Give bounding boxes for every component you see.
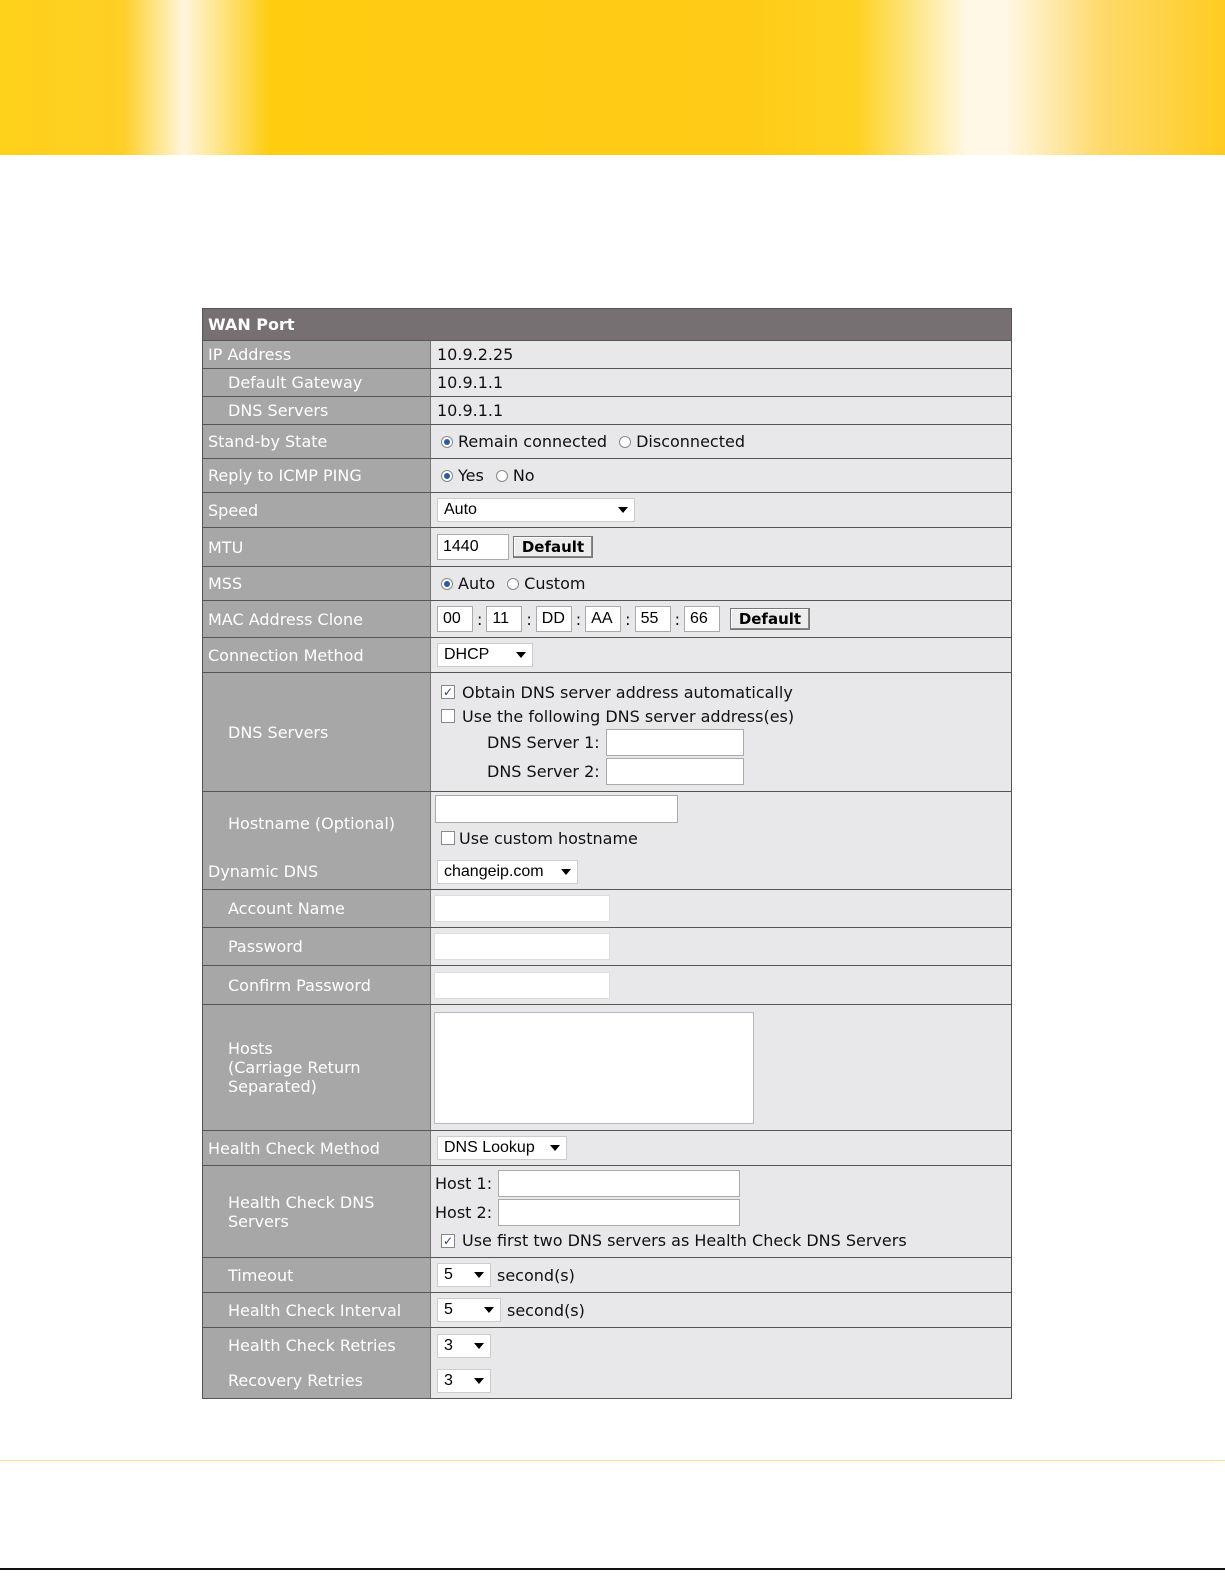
remain-connected-label: Remain connected <box>458 432 608 451</box>
obtain-dns-auto-label: Obtain DNS server address automatically <box>462 682 793 702</box>
hosts-label <box>203 1005 431 1130</box>
mac-octet-input[interactable]: AA <box>585 606 621 632</box>
dynamic-dns-label: Dynamic DNS <box>203 854 431 889</box>
recovery-retries-value: 3 <box>444 1371 453 1389</box>
health-check-dns-label-line: Servers <box>228 1211 289 1231</box>
connection-method-label: Connection Method <box>203 638 431 672</box>
chevron-down-icon <box>550 1145 560 1151</box>
row-hosts <box>203 1005 1011 1131</box>
host-2-label: Host 2: <box>435 1202 493 1222</box>
row-dns-servers <box>203 673 1011 792</box>
row-ip-address <box>203 341 1011 369</box>
health-check-method-select[interactable] <box>437 1136 567 1160</box>
footer-divider <box>0 1460 1225 1461</box>
reply-icmp-options <box>431 459 1011 492</box>
standby-state-label: Stand-by State <box>203 425 431 458</box>
mtu-input[interactable]: 1440 <box>437 534 509 560</box>
row-default-gateway <box>203 369 1011 397</box>
hosts-label-line: (Carriage Return <box>228 1058 361 1077</box>
radio-mss-auto[interactable] <box>441 578 453 590</box>
row-retries <box>203 1328 1011 1398</box>
mss-custom-label: Custom <box>524 574 586 593</box>
default-gateway-value: 10.9.1.1 <box>431 369 1011 396</box>
password-label: Password <box>203 928 431 965</box>
chevron-down-icon <box>474 1272 484 1278</box>
radio-mss-custom[interactable] <box>507 578 519 590</box>
row-password <box>203 928 1011 966</box>
timeout-unit: second(s) <box>497 1265 575 1285</box>
hosts-label-line: Separated) <box>228 1077 317 1096</box>
bottom-rule <box>0 1568 1225 1570</box>
speed-select-value: Auto <box>444 501 477 518</box>
recovery-retries-label: Recovery Retries <box>228 1371 363 1390</box>
row-health-check-interval <box>203 1293 1011 1328</box>
mss-label: MSS <box>203 567 431 600</box>
dns-servers-info-value: 10.9.1.1 <box>431 397 1011 424</box>
disconnected-label: Disconnected <box>636 432 745 451</box>
row-reply-icmp <box>203 459 1011 493</box>
row-dns-servers-info <box>203 397 1011 425</box>
health-check-method-value: DNS Lookup <box>444 1139 535 1156</box>
timeout-select[interactable] <box>437 1263 491 1287</box>
radio-disconnected[interactable] <box>619 436 631 448</box>
mtu-label: MTU <box>203 528 431 566</box>
account-name-label: Account Name <box>203 890 431 927</box>
use-following-dns-label: Use the following DNS server address(es) <box>462 706 795 726</box>
recovery-retries-select[interactable] <box>437 1369 491 1393</box>
row-connection-method <box>203 638 1011 673</box>
mtu-default-button[interactable]: Default <box>513 536 593 558</box>
dns-server-2-input[interactable] <box>606 758 744 785</box>
radio-icmp-yes[interactable] <box>441 470 453 482</box>
connection-method-value: DHCP <box>444 646 490 663</box>
row-standby-state <box>203 425 1011 459</box>
row-mss <box>203 567 1011 601</box>
mss-auto-label: Auto <box>458 574 496 593</box>
health-check-interval-select[interactable] <box>437 1298 501 1322</box>
row-mtu <box>203 528 1011 567</box>
chevron-down-icon <box>474 1378 484 1384</box>
host-1-label: Host 1: <box>435 1173 493 1193</box>
mac-default-button[interactable]: Default <box>730 608 810 630</box>
mac-separator: : <box>526 609 532 629</box>
chevron-down-icon <box>516 652 526 658</box>
row-hostname <box>203 792 1011 854</box>
health-check-retries-select[interactable] <box>437 1334 491 1358</box>
health-check-interval-label: Health Check Interval <box>203 1293 431 1327</box>
icmp-yes-label: Yes <box>458 466 484 485</box>
row-timeout <box>203 1258 1011 1293</box>
dns-servers-info-label: DNS Servers <box>203 397 431 424</box>
use-following-dns-checkbox[interactable] <box>441 709 455 723</box>
mac-octet-input[interactable]: 00 <box>437 606 473 632</box>
health-check-retries-label: Health Check Retries <box>228 1336 396 1355</box>
ip-address-value: 10.9.2.25 <box>431 341 1011 368</box>
row-health-check-method <box>203 1131 1011 1166</box>
dns-server-1-label: DNS Server 1: <box>487 733 600 752</box>
use-first-two-dns-label: Use first two DNS servers as Health Check DNS Servers <box>462 1231 907 1250</box>
timeout-value: 5 <box>444 1266 453 1283</box>
health-check-method-label: Health Check Method <box>203 1131 431 1165</box>
row-account-name <box>203 890 1011 928</box>
health-check-retries-value: 3 <box>444 1336 453 1354</box>
retries-labels <box>203 1328 431 1398</box>
hostname-input[interactable] <box>435 795 678 823</box>
row-mac-clone <box>203 601 1011 638</box>
chevron-down-icon <box>474 1343 484 1349</box>
row-speed <box>203 493 1011 528</box>
mac-octet-input[interactable]: 66 <box>684 606 720 632</box>
table-header: WAN Port <box>203 309 1011 341</box>
hosts-label-line: Hosts <box>228 1039 273 1058</box>
mac-octet-input[interactable]: 11 <box>486 606 522 632</box>
health-check-dns-label-line: Health Check DNS <box>228 1192 375 1212</box>
obtain-dns-auto-checkbox[interactable]: ✓ <box>442 685 454 699</box>
hostname-label: Hostname (Optional) <box>203 792 431 854</box>
mss-options <box>431 567 1011 600</box>
row-health-check-dns <box>203 1166 1011 1258</box>
mac-separator: : <box>674 609 680 629</box>
speed-select[interactable] <box>437 498 635 522</box>
mac-separator: : <box>625 609 631 629</box>
row-confirm-password <box>203 966 1011 1005</box>
radio-icmp-no[interactable] <box>496 470 508 482</box>
reply-icmp-label: Reply to ICMP PING <box>203 459 431 492</box>
chevron-down-icon <box>618 507 628 513</box>
wan-port-table <box>202 308 1012 1399</box>
speed-label: Speed <box>203 493 431 527</box>
top-banner <box>0 0 1225 155</box>
health-check-interval-value: 5 <box>444 1301 453 1318</box>
mac-clone-label: MAC Address Clone <box>203 601 431 637</box>
dns-server-2-label: DNS Server 2: <box>487 762 600 781</box>
row-dynamic-dns <box>203 854 1011 890</box>
default-gateway-label: Default Gateway <box>203 369 431 396</box>
hosts-textarea[interactable] <box>434 1012 754 1124</box>
host-1-input[interactable] <box>498 1170 740 1197</box>
use-custom-hostname-label: Use custom hostname <box>459 828 638 848</box>
mac-separator: : <box>477 609 483 629</box>
chevron-down-icon <box>484 1307 494 1313</box>
chevron-down-icon <box>561 869 571 875</box>
mac-separator: : <box>575 609 582 629</box>
health-check-dns-label <box>203 1166 431 1257</box>
use-first-two-dns-checkbox[interactable]: ✓ <box>442 1233 454 1248</box>
standby-state-options <box>431 425 1011 458</box>
mac-octet-input[interactable]: DD <box>536 606 572 632</box>
account-name-input[interactable] <box>434 895 610 922</box>
confirm-password-input[interactable] <box>434 972 610 999</box>
password-input[interactable] <box>434 933 610 960</box>
icmp-no-label: No <box>512 466 535 485</box>
host-2-input[interactable] <box>498 1199 740 1226</box>
timeout-label: Timeout <box>203 1258 431 1292</box>
ip-address-label: IP Address <box>203 341 431 368</box>
use-custom-hostname-checkbox[interactable] <box>441 831 455 845</box>
dns-servers-label: DNS Servers <box>203 673 431 791</box>
dns-server-1-input[interactable] <box>606 729 744 756</box>
radio-remain-connected[interactable] <box>441 436 453 448</box>
connection-method-select[interactable] <box>437 643 533 667</box>
dynamic-dns-value: changeip.com <box>444 862 544 880</box>
dynamic-dns-select[interactable] <box>437 860 578 884</box>
mac-octet-input[interactable]: 55 <box>635 606 671 632</box>
health-check-interval-unit: second(s) <box>507 1300 585 1320</box>
confirm-password-label: Confirm Password <box>203 966 431 1004</box>
